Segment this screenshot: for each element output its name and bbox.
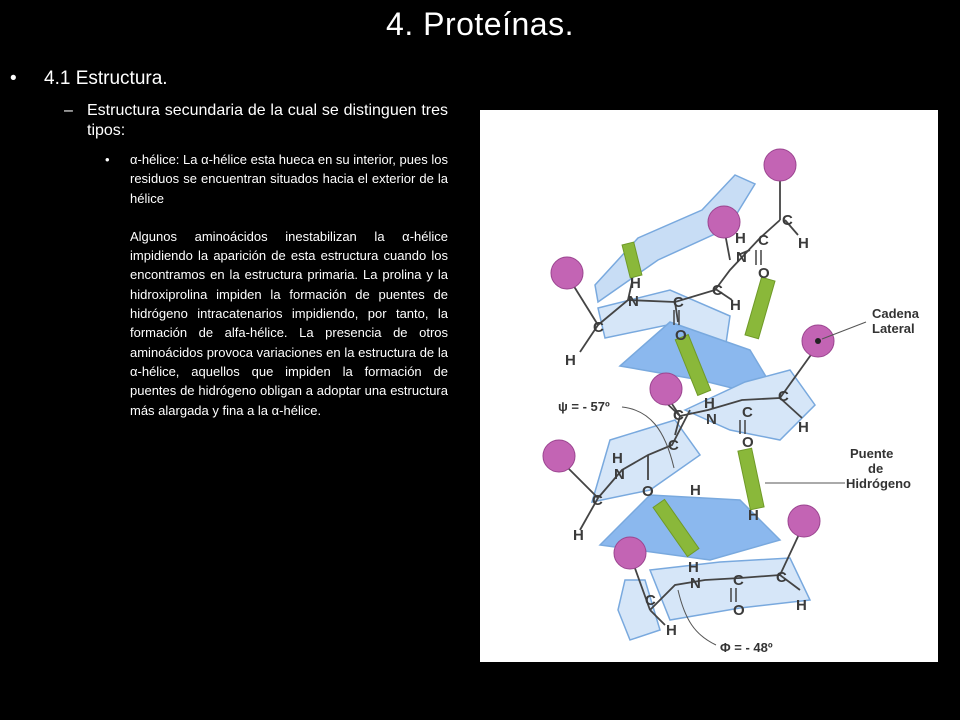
- carbon-atom: C: [778, 388, 789, 405]
- alpha-helix-figure: [480, 110, 938, 662]
- slide-title: 4. Proteínas.: [386, 6, 574, 42]
- carbon-atom: C: [742, 404, 753, 421]
- hydrogen-atom: H: [796, 597, 807, 614]
- side-chain-atom: [764, 149, 796, 181]
- hydrogen-atom: H: [730, 297, 741, 314]
- hydrogen-atom: H: [666, 622, 677, 639]
- carbon-atom: C: [776, 569, 787, 586]
- hbond-label-line1: Puente: [850, 446, 894, 461]
- hydrogen-atom: H: [573, 527, 584, 544]
- side-chain-atom: [614, 537, 646, 569]
- hydrogen-atom: H: [565, 352, 576, 369]
- side-chain-atom: [650, 373, 682, 405]
- hydrogen-atom: H: [690, 482, 701, 499]
- phi-angle-label: Φ = - 48º: [720, 640, 773, 655]
- psi-angle-label: ψ = - 57º: [558, 399, 610, 414]
- hydrogen-atom: H: [704, 395, 715, 412]
- hbond-label-line2: de: [868, 461, 884, 476]
- carbon-atom: C: [782, 212, 793, 229]
- hydrogen-atom: H: [688, 559, 699, 576]
- carbon-atom: C: [592, 492, 603, 509]
- alpha-helix-destabilizers: Algunos aminoácidos inestabilizan la α-hélice impidiendo la aparición de esta estructura cuando los encontramos en la estructura primaria. La prolina y la hidroxiprolina impiden la formación de puentes de hidrógeno intracatenarios impidiendo, por tanto, la formación de alfa-hélice. La presencia de otros aminoácidos provoca variaciones en la estructura de la α-hélice, aquellos que impiden la formación de puentes de hidrógeno obligan a adoptar una estructura más alargada y fina a la α-hélice.: [130, 228, 448, 418]
- carbon-atom: C: [673, 294, 684, 311]
- oxygen-atom: O: [733, 602, 745, 619]
- backbone-plane: [618, 580, 660, 640]
- alpha-helix-description: α-hélice: La α-hélice esta hueca en su interior, pues los residuos se encuentran situados hacia el exterior de la hélice: [130, 152, 448, 206]
- hbond-label-line3: Hidrógeno: [846, 476, 911, 491]
- bullet: •: [10, 68, 17, 89]
- carbon-atom: C: [645, 592, 656, 609]
- hydrogen-atom: H: [735, 230, 746, 247]
- outline-level3-item: [105, 150, 448, 420]
- hydrogen-atom: H: [798, 419, 809, 436]
- carbon-atom: C: [673, 407, 684, 424]
- hydrogen-atom: H: [612, 450, 623, 467]
- subsection-text: Estructura secundaria de la cual se distinguen tres tipos:: [87, 102, 448, 139]
- oxygen-atom: O: [642, 483, 654, 500]
- carbon-atom: C: [758, 232, 769, 249]
- carbon-atom: C: [733, 572, 744, 589]
- hydrogen-bond: [738, 448, 764, 510]
- nitrogen-atom: N: [736, 249, 747, 266]
- nitrogen-atom: N: [614, 466, 625, 483]
- hydrogen-atom: H: [630, 275, 641, 292]
- carbon-atom: C: [668, 437, 679, 454]
- side-chain-atom: [543, 440, 575, 472]
- hydrogen-atom: H: [748, 507, 759, 524]
- side-chain-atom: [551, 257, 583, 289]
- side-chain-center-dot: [815, 338, 821, 344]
- alpha-helix-diagram: [480, 110, 938, 662]
- side-chain-atom: [788, 505, 820, 537]
- dash-bullet: –: [64, 102, 73, 119]
- oxygen-atom: O: [675, 327, 687, 344]
- hydrogen-atom: H: [798, 235, 809, 252]
- carbon-atom: C: [593, 319, 604, 336]
- oxygen-atom: O: [758, 265, 770, 282]
- backbone-plane: [650, 558, 810, 620]
- nitrogen-atom: N: [690, 575, 701, 592]
- double-bond: [756, 250, 761, 265]
- hydrogen-bond: [745, 277, 775, 339]
- nitrogen-atom: N: [628, 293, 639, 310]
- section-heading: 4.1 Estructura.: [44, 68, 168, 89]
- nitrogen-atom: N: [706, 411, 717, 428]
- carbon-atom: C: [712, 282, 723, 299]
- side-chain-label-line2: Lateral: [872, 321, 915, 336]
- bullet: •: [105, 152, 110, 167]
- side-chain-label-line1: Cadena: [872, 306, 919, 321]
- backbone-plane: [595, 175, 755, 302]
- oxygen-atom: O: [742, 434, 754, 451]
